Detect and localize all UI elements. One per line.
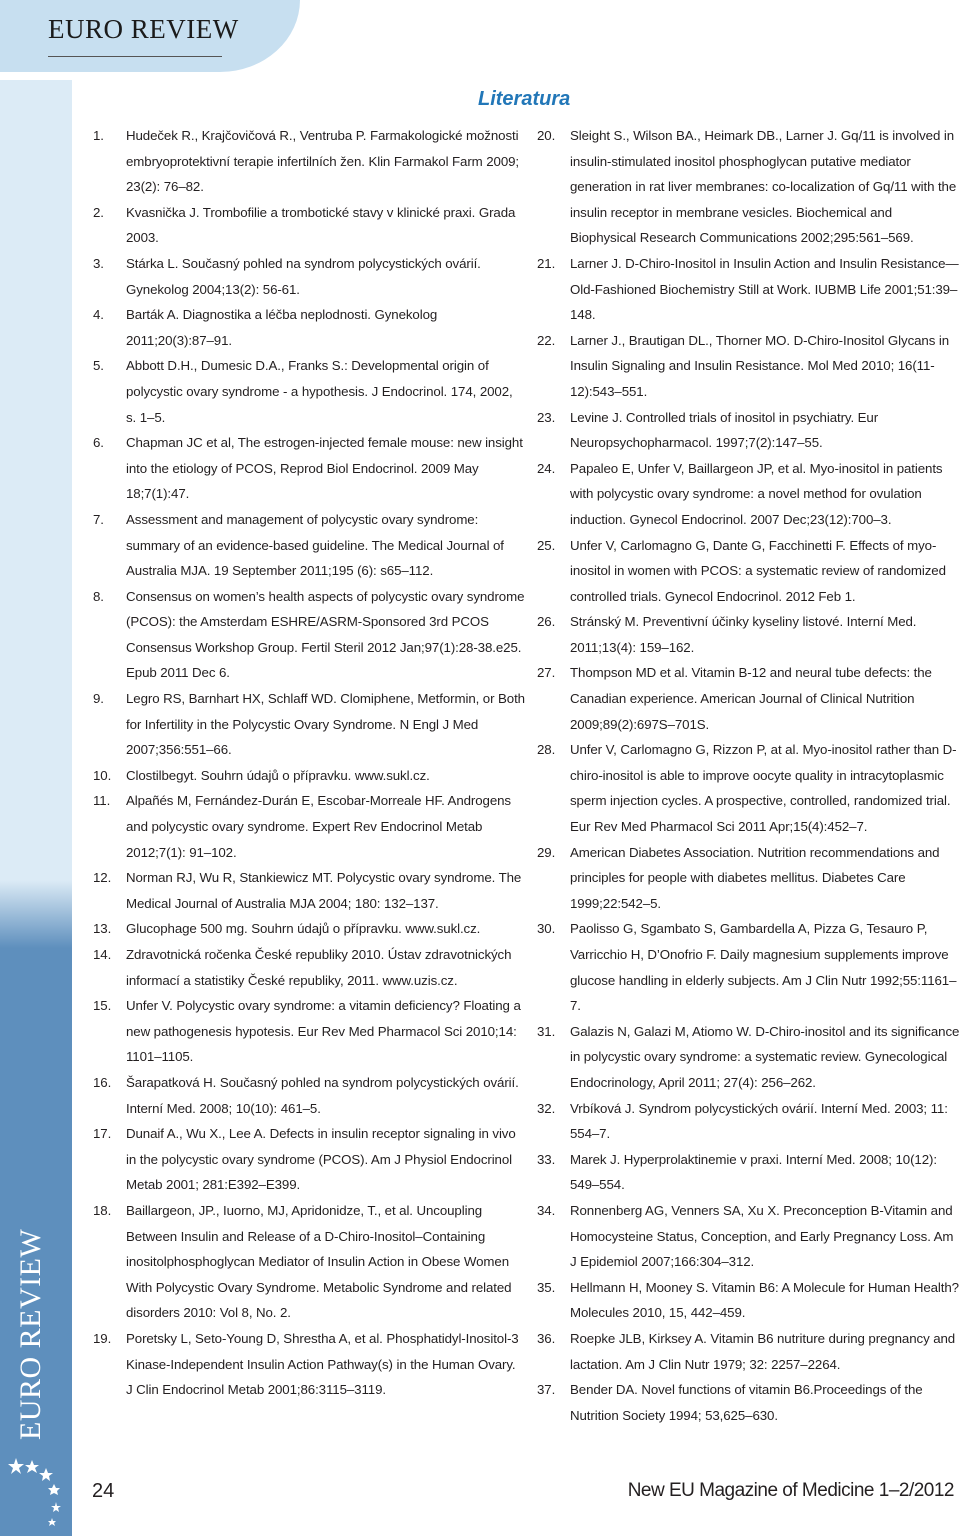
reference-text: Larner J. D-Chiro-Inositol in Insulin Action and Insulin Resistance—Old-Fashioned Biochemistry Still at Work. IUBMB Life 2001;51:39–148.: [570, 255, 959, 323]
reference-number: 35.: [537, 1279, 556, 1295]
reference-number: 12.: [93, 870, 112, 886]
reference-item: [93, 302, 525, 353]
page-number: 24: [92, 1480, 115, 1502]
reference-item: [537, 251, 960, 328]
reference-number: 8.: [93, 588, 104, 604]
reference-text: Clostilbegyt. Souhrn údajů o přípravku. www.sukl.cz.: [126, 767, 430, 783]
reference-number: 19.: [93, 1330, 112, 1346]
reference-text: Abbott D.H., Dumesic D.A., Franks S.: Developmental origin of polycystic ovary syndrome - a hypothesis. J Endocrinol. 174, 2002, s. 1–5.: [126, 358, 513, 425]
reference-item: [93, 507, 525, 584]
reference-item: [537, 405, 960, 456]
references-left-column: [93, 123, 525, 1403]
reference-item: [537, 1377, 960, 1428]
magazine-issue: New EU Magazine of Medicine 1–2/2012: [627, 1480, 954, 1501]
masthead-rule: [48, 56, 222, 57]
reference-item: [93, 686, 525, 763]
reference-number: 14.: [93, 947, 112, 962]
reference-text: Stárka L. Současný pohled na syndrom polycystických ovárií. Gynekolog 2004;13(2): 56-61.: [126, 255, 481, 297]
reference-item: [537, 1198, 960, 1275]
reference-item: [537, 328, 960, 405]
reference-text: Vrbíková J. Syndrom polycystických ovárií. Interní Med. 2003; 11: 554–7.: [570, 1100, 948, 1142]
reference-item: [93, 430, 525, 507]
reference-number: 28.: [537, 742, 556, 758]
reference-number: 1.: [93, 128, 104, 143]
reference-item: [93, 916, 525, 942]
reference-text: Levine J. Controlled trials of inositol in psychiatry. Eur Neuropsychopharmacol. 1997;7(2):147–55.: [570, 409, 879, 451]
reference-number: 31.: [537, 1023, 556, 1039]
sidebar-fade: [0, 880, 72, 948]
reference-number: 25.: [537, 537, 556, 553]
reference-text: Šarapatková H. Současný pohled na syndrom polycystických ovárií. Interní Med. 2008; 10(10): 461–5.: [126, 1074, 519, 1116]
reference-item: [537, 1147, 960, 1198]
reference-text: Kvasnička J. Trombofilie a trombotické stavy v klinické praxi. Grada 2003.: [126, 204, 516, 246]
reference-text: Dunaif A., Wu X., Lee A. Defects in insulin receptor signaling in vivo in the polycystic ovary syndrome (PCOS). Am J Physiol Endocrinol Metab 2001; 281:E392–E399.: [126, 1126, 516, 1193]
reference-number: 30.: [537, 921, 556, 937]
reference-item: [93, 353, 525, 430]
reference-number: 21.: [537, 255, 556, 271]
reference-text: Bender DA. Novel functions of vitamin B6.Proceedings of the Nutrition Society 1994; 53,625–630.: [570, 1382, 923, 1423]
reference-number: 36.: [537, 1330, 556, 1346]
reference-number: 9.: [93, 691, 104, 707]
reference-text: Zdravotnická ročenka České republiky 2010. Ústav zdravotnických informací a statistiky České republiky, 2011. www.uzis.cz.: [126, 947, 512, 988]
reference-text: Sleight S., Wilson BA., Heimark DB., Larner J. Gq/11 is involved in insulin-stimulated inositol phosphoglycan putative mediator generation in rat liver membranes: co-localization of Gq/11 with the insulin receptor in membrane vesicles. Biochemical and Biophysical Research Communications 2002;295:561–569.: [570, 128, 957, 246]
reference-item: [93, 1326, 525, 1403]
reference-item: [537, 660, 960, 737]
reference-number: 34.: [537, 1202, 556, 1218]
reference-number: 5.: [93, 358, 104, 374]
reference-text: Hudeček R., Krajčovičová R., Ventruba P. Farmakologické možnosti embryoprotektivní terapie infertilních žen. Klin Farmakol Farm 2009; 23(2): 76–82.: [126, 128, 520, 195]
reference-text: American Diabetes Association. Nutrition recommendations and principles for people with diabetes mellitus. Diabetes Care 1999;22:542–5.: [570, 844, 940, 911]
reference-number: 26.: [537, 614, 556, 630]
reference-text: Paolisso G, Sgambato S, Gambardella A, Pizza G, Tesauro P, Varricchio H, D’Onofrio F. Daily magnesium supplements improve glucose handling in elderly subjects. Am J Clin Nutr 1992;55:1161–7.: [570, 921, 957, 1014]
reference-text: Barták A. Diagnostika a léčba neplodnosti. Gynekolog 2011;20(3):87–91.: [126, 307, 438, 348]
reference-number: 29.: [537, 844, 556, 860]
reference-item: [93, 1070, 525, 1121]
reference-item: [93, 123, 525, 200]
references-right-column: [537, 123, 960, 1428]
reference-item: [537, 1096, 960, 1147]
reference-number: 13.: [93, 921, 112, 937]
sidebar-brand: EURO REVIEW: [14, 1228, 47, 1440]
reference-number: 3.: [93, 255, 104, 271]
reference-item: [93, 993, 525, 1070]
reference-number: 22.: [537, 332, 556, 348]
reference-text: Unfer V, Carlomagno G, Dante G, Facchinetti F. Effects of myo-inositol in women with PCOS: a systematic review of randomized controlled trials. Gynecol Endocrinol. 2012 Feb 1.: [570, 537, 946, 604]
reference-number: 32.: [537, 1100, 556, 1116]
reference-text: Galazis N, Galazi M, Atiomo W. D-Chiro-inositol and its significance in polycystic ovary syndrome: a systematic review. Gynecological Endocrinology, April 2011; 27(4): 256–262.: [570, 1023, 960, 1090]
reference-text: Stránský M. Preventivní účinky kyseliny listové. Interní Med. 2011;13(4): 159–162.: [570, 614, 917, 655]
reference-text: Consensus on women’s health aspects of polycystic ovary syndrome (PCOS): the Amsterdam ESHRE/ASRM-Sponsored 3rd PCOS Consensus Workshop Group. Fertil Steril 2012 Jan;97(1):28-38.e25. Epub 2011 Dec 6.: [126, 588, 525, 681]
reference-text: Hellmann H, Mooney S. Vitamin B6: A Molecule for Human Health? Molecules 2010, 15, 442–459.: [570, 1279, 959, 1321]
reference-item: [537, 609, 960, 660]
reference-item: [537, 840, 960, 917]
reference-text: Unfer V. Polycystic ovary syndrome: a vitamin deficiency? Floating a new pathogenesis hypotesis. Eur Rev Med Pharmacol Sci 2010;14: 1101–1105.: [126, 998, 521, 1065]
reference-item: [93, 251, 525, 302]
reference-number: 17.: [93, 1126, 112, 1142]
reference-text: Larner J., Brautigan DL., Thorner MO. D-Chiro-Inositol Glycans in Insulin Signaling and Insulin Resistance. Mol Med 2010; 16(11-12):543–551.: [570, 332, 950, 399]
reference-number: 10.: [93, 767, 112, 783]
reference-item: [537, 456, 960, 533]
masthead-title: EURO REVIEW: [48, 14, 239, 44]
section-title: Literatura: [478, 88, 571, 110]
reference-text: Alpañés M, Fernández-Durán E, Escobar-Morreale HF. Androgens and polycystic ovary syndrome. Expert Rev Endocrinol Metab 2012;7(1): 91–102.: [126, 793, 511, 860]
reference-item: [93, 1198, 525, 1326]
header-band: [0, 0, 960, 80]
reference-number: 2.: [93, 204, 104, 220]
reference-text: Papaleo E, Unfer V, Baillargeon JP, et al. Myo-inositol in patients with polycystic ovary syndrome: a novel method for ovulation induction. Gynecol Endocrinol. 2007 Dec;23(12):700–3.: [570, 460, 943, 527]
reference-item: [93, 1121, 525, 1198]
reference-number: 27.: [537, 665, 556, 681]
reference-number: 33.: [537, 1151, 556, 1167]
reference-text: Chapman JC et al, The estrogen-injected female mouse: new insight into the etiology of PCOS, Reprod Biol Endocrinol. 2009 May 18;7(1):47.: [126, 435, 523, 502]
reference-number: 18.: [93, 1202, 112, 1218]
reference-number: 23.: [537, 409, 556, 425]
reference-number: 20.: [537, 128, 556, 143]
eu-stars-icon: [4, 1452, 68, 1532]
reference-item: [93, 584, 525, 686]
reference-text: Marek J. Hyperprolaktinemie v praxi. Interní Med. 2008; 10(12): 549–554.: [570, 1151, 937, 1193]
reference-text: Glucophage 500 mg. Souhrn údajů o přípravku. www.sukl.cz.: [126, 921, 481, 937]
reference-item: [537, 1326, 960, 1377]
reference-number: 6.: [93, 435, 104, 451]
reference-number: 7.: [93, 511, 104, 527]
reference-item: [537, 123, 960, 251]
reference-text: Ronnenberg AG, Venners SA, Xu X. Preconception B-Vitamin and Homocysteine Status, Conception, and Early Pregnancy Loss. Am J Epidemiol 2007;166:304–312.: [570, 1202, 954, 1270]
reference-text: Baillargeon, JP., Iuorno, MJ, Apridonidze, T., et al. Uncoupling Between Insulin and Release of a D-Chiro-Inositol–Containing inositolphosphoglycan Mediator of Insulin Action in Obese Women With Polycystic Ovary Syndrome. Metabolic Syndrome and related disorders 2010: Vol 8, No. 2.: [126, 1202, 512, 1321]
reference-number: 15.: [93, 998, 112, 1014]
reference-item: [537, 1275, 960, 1326]
reference-item: [93, 788, 525, 865]
reference-item: [537, 737, 960, 839]
reference-item: [93, 942, 525, 993]
reference-item: [93, 763, 525, 789]
reference-number: 16.: [93, 1074, 112, 1090]
reference-number: 4.: [93, 307, 104, 323]
reference-text: Assessment and management of polycystic ovary syndrome: summary of an evidence-based guideline. The Medical Journal of Australia MJA. 19 September 2011;195 (6): s65–112.: [126, 511, 504, 579]
reference-text: Roepke JLB, Kirksey A. Vitamin B6 nutriture during pregnancy and lactation. Am J Clin Nutr 1979; 32: 2257–2264.: [570, 1330, 956, 1372]
reference-item: [93, 200, 525, 251]
reference-number: 24.: [537, 460, 556, 476]
reference-item: [93, 865, 525, 916]
reference-number: 37.: [537, 1382, 556, 1398]
reference-number: 11.: [93, 793, 111, 809]
reference-text: Thompson MD et al. Vitamin B-12 and neural tube defects: the Canadian experience. American Journal of Clinical Nutrition 2009;89(2):697S–701S.: [570, 665, 932, 732]
reference-text: Poretsky L, Seto-Young D, Shrestha A, et al. Phosphatidyl-Inositol-3 Kinase-Independent Insulin Action Pathway(s) in the Human Ovary. J Clin Endocrinol Metab 2001;86:3115–3119.: [126, 1330, 519, 1398]
reference-item: [537, 533, 960, 610]
reference-item: [537, 916, 960, 1018]
reference-text: Unfer V, Carlomagno G, Rizzon P, at al. Myo-inositol rather than D-chiro-inositol is able to improve oocyte quality in intracytoplasmic sperm injection cycles. A prospective, controlled, randomized trial. Eur Rev Med Pharmacol Sci 2011 Apr;15(4):452–7.: [570, 742, 957, 835]
reference-text: Norman RJ, Wu R, Stankiewicz MT. Polycystic ovary syndrome. The Medical Journal of Australia MJA 2004; 180: 132–137.: [126, 870, 522, 911]
reference-text: Legro RS, Barnhart HX, Schlaff WD. Clomiphene, Metformin, or Both for Infertility in the Polycystic Ovary Syndrome. N Engl J Med 2007;356:551–66.: [126, 691, 525, 758]
reference-item: [537, 1019, 960, 1096]
